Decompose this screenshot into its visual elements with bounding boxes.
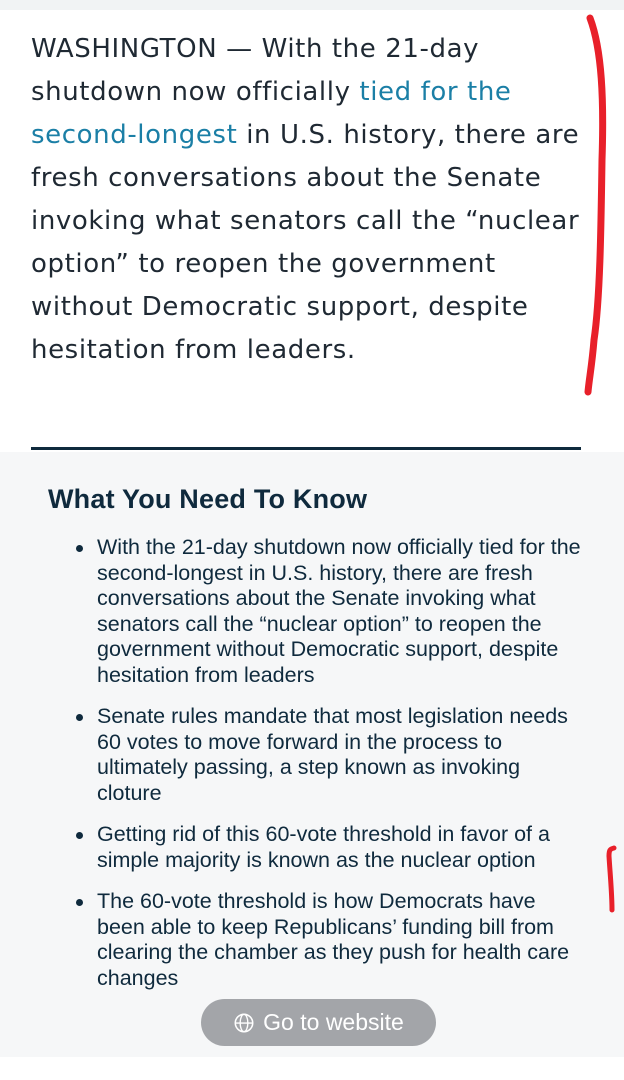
- summary-bullet: [76, 822, 586, 873]
- bullet-text: Getting rid of this 60-vote threshold in favor of a simple majority is known as the nuclear option: [97, 822, 550, 872]
- second-longest-link[interactable]: tied for the second-longest: [31, 77, 512, 150]
- bullet-dot: [76, 545, 83, 552]
- section-divider: [31, 447, 581, 450]
- bullet-text: The 60-vote threshold is how Democrats have been able to keep Republicans’ funding bill from clearing the chamber as they push for health care changes: [97, 889, 570, 990]
- summary-bullet-list: [76, 535, 586, 1007]
- bullet-dot: [76, 899, 83, 906]
- lead-text-start: WASHINGTON — With the 21-day shutdown now officially: [31, 34, 480, 107]
- top-strip: [0, 0, 624, 10]
- globe-icon: [233, 1012, 255, 1034]
- summary-bullet: [76, 535, 586, 688]
- lead-text-end: in U.S. history, there are fresh conversations about the Senate invoking what senators call the “nuclear option” to reopen the government without Democratic support, despite hesitation from leaders.: [31, 120, 580, 365]
- summary-bullet: [76, 704, 586, 806]
- summary-title: What You Need To Know: [48, 484, 368, 514]
- article-lead-paragraph: [31, 28, 591, 372]
- bullet-dot: [76, 832, 83, 839]
- summary-bullet: [76, 889, 586, 991]
- go-to-website-label: Go to website: [263, 1009, 404, 1035]
- go-to-website-button[interactable]: [201, 999, 436, 1046]
- bullet-text: With the 21-day shutdown now officially tied for the second-longest in U.S. history, there are fresh conversations about the Senate invoking what senators call the “nuclear option” to reopen the government without Democratic support, despite hesitation from leaders: [97, 535, 581, 687]
- bullet-dot: [76, 714, 83, 721]
- bullet-text: Senate rules mandate that most legislation needs 60 votes to move forward in the process to ultimately passing, a step known as invoking cloture: [97, 704, 568, 805]
